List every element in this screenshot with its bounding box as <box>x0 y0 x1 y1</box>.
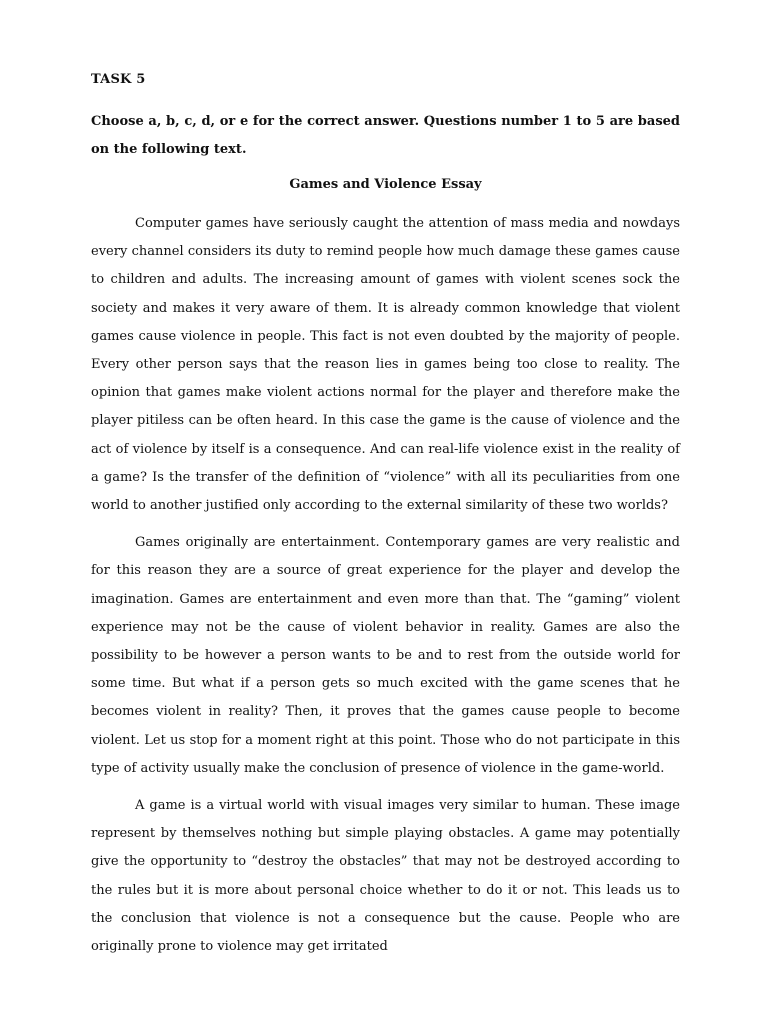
paragraph-3: A game is a virtual world with visual images very similar to human. These image represent by themselves nothing but simple playing obstacles. A game may potentially give the opportunity to “destroy the obstacles” that may not be destroyed according to the rules but it is more about personal choice whether to do it or not. This leads us to the conclusion that violence is not a consequence but the cause. People who are originally prone to violence may get irritated <box>91 798 680 955</box>
paragraph-1: Computer games have seriously caught the attention of mass media and nowdays every channel considers its duty to remind people how much damage these games cause to children and adults. The increasing amount of games with violent scenes sock the society and makes it very aware of them. It is already common knowledge that violent games cause violence in people. This fact is not even doubted by the majority of people. Every other person says that the reason lies in games being too close to reality. The opinion that games make violent actions normal for the player and therefore make the player pitiless can be often heard. In this case the game is the cause of violence and the act of violence by itself is a consequence. And can real-life violence exist in the reality of a game? Is the transfer of the definition of “violence” with all its peculiarities from one world to another justified only according to the external similarity of these two worlds? <box>91 216 680 514</box>
essay-body <box>91 210 680 970</box>
instructions: Choose a, b, c, d, or e for the correct answer. Questions number 1 to 5 are based on the following text. <box>91 114 680 157</box>
essay-title: Games and Violence Essay <box>289 177 482 192</box>
paragraph-2: Games originally are entertainment. Contemporary games are very realistic and for this reason they are a source of great experience for the player and develop the imagination. Games are entertainment and even more than that. The “gaming” violent experience may not be the cause of violent behavior in reality. Games are also the possibility to be however a person wants to be and to rest from the outside world for some time. But what if a person gets so much excited with the game scenes that he becomes violent in reality? Then, it proves that the games cause people to become violent. Let us stop for a moment right at this point. Those who do not participate in this type of activity usually make the conclusion of presence of violence in the game-world. <box>91 535 680 776</box>
task-label: TASK 5 <box>91 72 146 87</box>
